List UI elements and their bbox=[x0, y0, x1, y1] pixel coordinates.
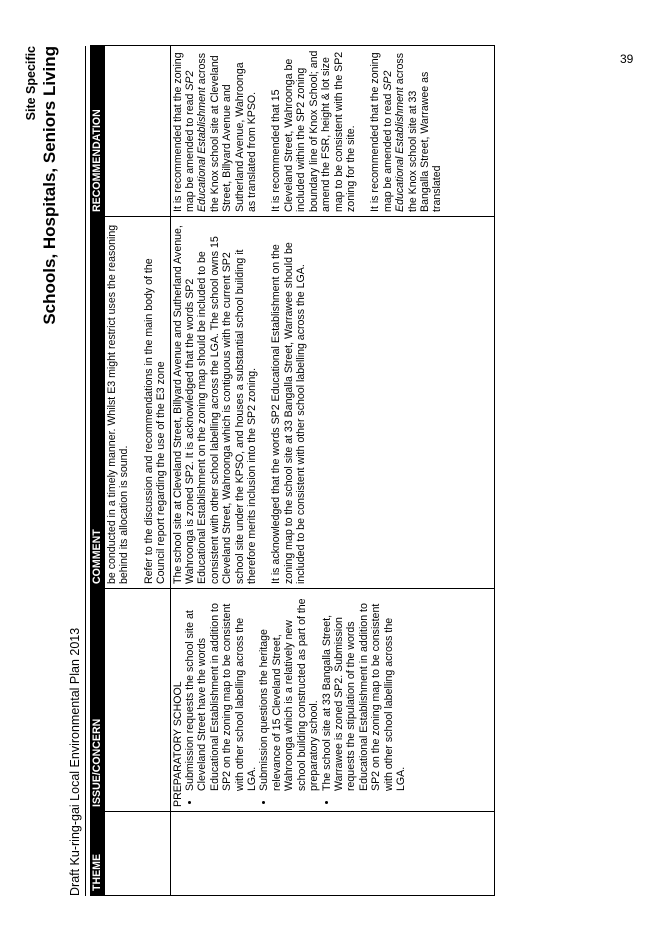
comment-paragraph: It is acknowledged that the words SP2 Educational Establishment on the zoning map to the school site at 33 Bangalla Street, Warrawee should be included to be consistent with other school labelling across the LGA. bbox=[270, 242, 308, 584]
recommendation-cell bbox=[170, 46, 494, 217]
issue-heading: PREPARATORY SCHOOL bbox=[171, 681, 184, 807]
recommendation-text: It is recommended that the zoning map be amended to read bbox=[369, 52, 394, 212]
section-title: Site Specific bbox=[24, 46, 38, 121]
header-rule bbox=[85, 46, 86, 896]
comment-paragraph: Refer to the discussion and recommendations in the main body of the Council report regarding the use of the E3 zone bbox=[142, 258, 168, 584]
comment-paragraph: The school site at Cleveland Street, Billyard Avenue and Sutherland Avenue, Wahroonga is zoned SP2. It is acknowledged that the words SP2 Educational Establishment on the zoning map should be included to be consistent with other school labelling across the LGA. The school owns 15 Cleveland Street, Wahroonga which is contiguous with the current SP2 school site under the KPSO, and houses a substantial school building it therefore merits inclusion into the SP2 zoning. bbox=[171, 225, 259, 584]
comment-paragraph: be conducted in a timely manner. Whilst E3 might restrict uses the reasoning behind its allocation is sound. bbox=[106, 224, 131, 584]
theme-cell bbox=[170, 812, 494, 896]
issue-list bbox=[184, 593, 407, 807]
subsection-title: Schools, Hospitals, Seniors Living bbox=[40, 46, 59, 325]
comment-cell bbox=[170, 217, 494, 589]
page-header bbox=[24, 46, 82, 896]
issue-item: • The school site at 33 Bangalla Street, Warrawee is zoned SP2. Submission requests the stipulation of the words Educational Establishment in addition to SP2 on the zoning map to be consistent with other school labelling across the LGA. bbox=[321, 593, 408, 791]
recommendation-text: across the Knox school site at Cleveland Street, Billyard Avenue and Sutherland Avenue, Wahroonga as translated from KPSO. bbox=[196, 52, 259, 212]
table-row bbox=[105, 46, 171, 896]
recommendation-paragraph bbox=[270, 50, 357, 212]
recommendation-cell bbox=[105, 46, 171, 217]
zone-name-italic: SP2 Educational Establishment bbox=[184, 70, 209, 212]
recommendation-text: It is recommended that the zoning map be amended to read bbox=[171, 52, 197, 212]
column-header-recommendation: RECOMMENDATION bbox=[91, 46, 105, 217]
issue-item: • Submission questions the heritage relevance of 15 Cleveland Street, Wahroonga which is a relatively new school building constructed as part of the preparatory school. bbox=[258, 593, 320, 791]
table-header-row bbox=[91, 46, 105, 896]
issue-cell bbox=[105, 589, 171, 812]
recommendation-paragraph bbox=[172, 50, 259, 212]
zone-name-italic: SP2 Educational Establishment bbox=[381, 70, 407, 212]
recommendation-text: It is recommended that 15 Cleveland Street, Wahroonga be included within the SP2 zoning boundary line of Knox School; and amend the FSR, height & lot size map to be consistent with the SP2 zoning for the site. bbox=[270, 50, 357, 212]
column-header-comment: COMMENT bbox=[91, 217, 105, 589]
header-right bbox=[24, 46, 60, 325]
issue-item: • Submission requests the school site at Cleveland Street have the words Educational Establishment in addition to SP2 on the zoning map to be consistent with other school labelling across the LGA. bbox=[184, 593, 258, 791]
theme-cell bbox=[105, 812, 171, 896]
recommendation-paragraph bbox=[369, 50, 443, 212]
column-header-theme: THEME bbox=[91, 812, 105, 896]
page-number: 39 bbox=[620, 52, 634, 66]
submissions-table bbox=[90, 45, 495, 896]
document-title: Draft Ku-ring-gai Local Environmental Plan 2013 bbox=[68, 627, 82, 896]
issue-cell bbox=[170, 589, 494, 812]
table-row bbox=[170, 46, 494, 896]
column-header-issue: ISSUE/CONCERN bbox=[91, 589, 105, 812]
recommendation-text: across the Knox school site at 33 Bangalla Street, Warrawee as translated bbox=[394, 52, 444, 212]
comment-cell bbox=[105, 217, 171, 589]
